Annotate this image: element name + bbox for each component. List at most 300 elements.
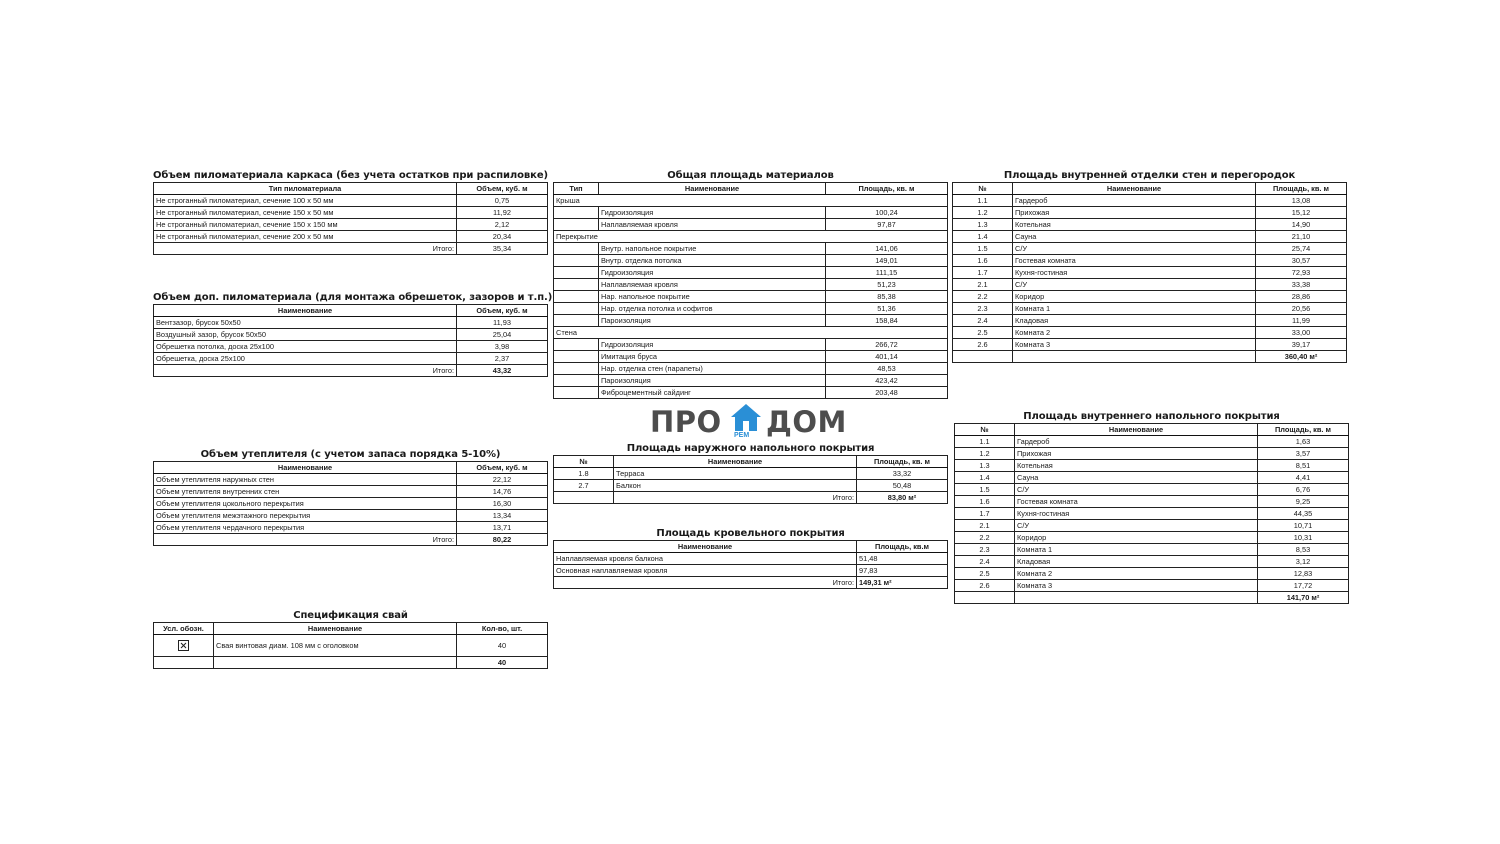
total-row [154,243,548,255]
table-row [154,317,548,329]
group-row [554,195,948,207]
cell-value: 14,76 [457,486,548,498]
cell-number: 2.2 [953,291,1013,303]
cell-symbol [154,635,214,657]
cell-value: 266,72 [826,339,948,351]
cell-name: Комната 2 [1015,568,1258,580]
cell-value: 17,72 [1258,580,1349,592]
column-header: Усл. обозн. [154,623,214,635]
column-header: Объем, куб. м [457,305,548,317]
total-value: 141,70 м² [1258,592,1349,604]
total-label: Итого: [154,365,457,377]
table-row [154,510,548,522]
table-row [953,279,1347,291]
table-row [154,219,548,231]
cell-value: 25,74 [1256,243,1347,255]
total-value: 80,22 [457,534,548,546]
column-header: № [955,424,1015,436]
cell-empty [554,219,599,231]
cell-empty [1015,592,1258,604]
piles-title: Спецификация свай [293,610,408,621]
cell-name: С/У [1013,243,1256,255]
column-header: № [953,183,1013,195]
cell-value: 10,71 [1258,520,1349,532]
total-value: 40 [457,657,548,669]
cell-number: 2.6 [953,339,1013,351]
cell-empty [214,657,457,669]
cell-value: 149,01 [826,255,948,267]
lumber-frame-title: Объем пиломатериала каркаса (без учета остатков при распиловке) [153,170,548,181]
total-value: 360,40 м² [1256,351,1347,363]
cell-value: 2,12 [457,219,548,231]
column-header: Объем, куб. м [457,462,548,474]
cell-value: 72,93 [1256,267,1347,279]
cell-empty [1013,351,1256,363]
table-row [955,508,1349,520]
cell-value: 158,84 [826,315,948,327]
cell-empty [554,279,599,291]
total-value: 35,34 [457,243,548,255]
indoor-floor-section [954,410,1349,604]
cell-value: 15,12 [1256,207,1347,219]
cell-number: 1.2 [953,207,1013,219]
table-row [154,498,548,510]
cell-value: 4,41 [1258,472,1349,484]
column-header: Площадь, кв. м [1258,424,1349,436]
lumber-frame-section [153,169,548,255]
table-row [154,207,548,219]
cell-name: Объем утеплителя наружных стен [154,474,457,486]
table-row [554,387,948,399]
cell-number: 1.3 [955,460,1015,472]
column-header: Наименование [1015,424,1258,436]
cell-empty [554,492,614,504]
cell-value: 13,34 [457,510,548,522]
total-label: Итого: [554,577,857,589]
table-row [554,243,948,255]
cell-number: 2.2 [955,532,1015,544]
cell-name: Кухня-гостиная [1015,508,1258,520]
cell-value: 50,48 [857,480,948,492]
cell-number: 2.6 [955,580,1015,592]
table-row [554,565,948,577]
cell-name: Коридор [1013,291,1256,303]
table-row [953,195,1347,207]
cell-name: Гардероб [1015,436,1258,448]
group-row [554,327,948,339]
cell-name: Гостевая комната [1015,496,1258,508]
cell-name: Внутр. напольное покрытие [599,243,826,255]
table-row [154,195,548,207]
cell-value: 13,08 [1256,195,1347,207]
lumber-frame-table [153,182,548,255]
cell-number: 1.4 [955,472,1015,484]
cell-number: 2.3 [953,303,1013,315]
cell-value: 13,71 [457,522,548,534]
cell-number: 1.5 [953,243,1013,255]
cell-value: 51,48 [857,553,948,565]
table-row [955,496,1349,508]
cell-name: Кладовая [1013,315,1256,327]
total-label: Итого: [154,534,457,546]
cell-empty [554,339,599,351]
outdoor-floor-table [553,455,948,504]
table-row [154,486,548,498]
materials-table [553,182,948,399]
cell-name: Не строганный пиломатериал, сечение 200 х 50 мм [154,231,457,243]
cell-number: 1.7 [953,267,1013,279]
table-row [955,544,1349,556]
cell-number: 1.2 [955,448,1015,460]
cell-empty [554,303,599,315]
table-row [953,207,1347,219]
cell-value: 51,36 [826,303,948,315]
cell-name: Кухня-гостиная [1013,267,1256,279]
column-header: Тип [554,183,599,195]
cell-name: Наплавляемая кровля [599,279,826,291]
column-header: Тип пиломатериала [154,183,457,195]
table-row [554,267,948,279]
cell-value: 33,00 [1256,327,1347,339]
column-header: Объем, куб. м [457,183,548,195]
materials-title: Общая площадь материалов [667,170,834,181]
cell-name: Гидроизоляция [599,339,826,351]
cell-value: 141,06 [826,243,948,255]
total-row [953,351,1347,363]
cell-empty [953,351,1013,363]
cell-name: Воздушный зазор, брусок 50х50 [154,329,457,341]
table-row [154,635,548,657]
cell-empty [554,255,599,267]
cell-number: 1.8 [554,468,614,480]
cell-value: 8,51 [1258,460,1349,472]
cell-name: Прихожая [1015,448,1258,460]
cell-name: Балкон [614,480,857,492]
total-row [554,492,948,504]
cell-value: 51,23 [826,279,948,291]
total-row [154,365,548,377]
cell-name: Нар. напольное покрытие [599,291,826,303]
cell-empty [554,315,599,327]
cell-name: Гостевая комната [1013,255,1256,267]
cell-name: Комната 2 [1013,327,1256,339]
cell-name: С/У [1015,484,1258,496]
column-header: № [554,456,614,468]
cell-value: 25,04 [457,329,548,341]
table-row [554,255,948,267]
table-row [554,219,948,231]
cell-name: Объем утеплителя цокольного перекрытия [154,498,457,510]
cell-name: Котельная [1013,219,1256,231]
cell-number: 2.4 [953,315,1013,327]
cell-empty [554,207,599,219]
total-row [554,577,948,589]
table-row [154,353,548,365]
cell-number: 1.1 [955,436,1015,448]
cell-name: Котельная [1015,460,1258,472]
cell-value: 2,37 [457,353,548,365]
column-header: Наименование [154,305,457,317]
table-header-row [154,462,548,474]
table-row [554,279,948,291]
cell-number: 1.3 [953,219,1013,231]
table-row [953,339,1347,351]
cell-name: Основная наплавляемая кровля [554,565,857,577]
cell-name: Гидроизоляция [599,207,826,219]
table-row [554,315,948,327]
cell-name: Кладовая [1015,556,1258,568]
cell-name: Нар. отделка потолка и софитов [599,303,826,315]
indoor-floor-table [954,423,1349,604]
cell-value: 21,10 [1256,231,1347,243]
total-label: Итого: [614,492,857,504]
table-row [554,468,948,480]
cell-number: 2.3 [955,544,1015,556]
cell-empty [154,657,214,669]
cell-name: Вентзазор, брусок 50х50 [154,317,457,329]
cell-name: Объем утеплителя чердачного перекрытия [154,522,457,534]
piles-section [153,609,548,669]
wall-finish-title: Площадь внутренней отделки стен и перегородок [1003,170,1296,181]
roofing-section [553,527,948,589]
table-row [953,291,1347,303]
cell-value: 33,38 [1256,279,1347,291]
column-header: Наименование [154,462,457,474]
table-header-row [154,305,548,317]
table-header-row [154,183,548,195]
cell-number: 1.6 [955,496,1015,508]
table-row [554,339,948,351]
cell-value: 39,17 [1256,339,1347,351]
group-type: Стена [554,327,948,339]
column-header: Площадь, кв.м [857,541,948,553]
table-header-row [554,456,948,468]
house-icon [730,403,762,433]
cell-name: Комната 3 [1015,580,1258,592]
cell-number: 1.1 [953,195,1013,207]
table-row [955,556,1349,568]
table-row [953,315,1347,327]
cell-value: 30,57 [1256,255,1347,267]
table-row [554,303,948,315]
outdoor-floor-title: Площадь наружного напольного покрытия [626,443,875,454]
cell-empty [554,291,599,303]
cell-name: Пароизоляция [599,315,826,327]
table-row [953,219,1347,231]
cell-value: 28,86 [1256,291,1347,303]
cell-value: 40 [457,635,548,657]
cell-name: Фиброцементный сайдинг [599,387,826,399]
total-row [154,534,548,546]
cell-value: 401,14 [826,351,948,363]
cell-value: 85,38 [826,291,948,303]
table-row [554,375,948,387]
table-row [554,553,948,565]
table-row [953,303,1347,315]
column-header: Наименование [214,623,457,635]
cell-name: Наплавляемая кровля балкона [554,553,857,565]
table-row [554,480,948,492]
cell-name: Гардероб [1013,195,1256,207]
cell-value: 20,34 [457,231,548,243]
total-row [154,657,548,669]
total-label: Итого: [154,243,457,255]
table-row [953,327,1347,339]
lumber-extra-section [153,291,553,377]
cell-number: 2.7 [554,480,614,492]
cell-name: Терраса [614,468,857,480]
table-row [955,580,1349,592]
company-logo [650,403,850,441]
cell-name: Не строганный пиломатериал, сечение 150 х 150 мм [154,219,457,231]
total-value: 83,80 м² [857,492,948,504]
cell-name: Имитация бруса [599,351,826,363]
table-row [154,522,548,534]
cell-number: 2.1 [953,279,1013,291]
table-row [955,484,1349,496]
cell-value: 11,99 [1256,315,1347,327]
table-row [554,351,948,363]
table-row [154,231,548,243]
column-header: Наименование [599,183,826,195]
cell-name: Комната 1 [1013,303,1256,315]
cell-empty [554,351,599,363]
table-header-row [554,183,948,195]
table-row [953,231,1347,243]
outdoor-floor-section [553,442,948,504]
pile-symbol-icon [178,640,189,651]
cell-name: Свая винтовая диам. 108 мм с оголовком [214,635,457,657]
cell-name: Прихожая [1013,207,1256,219]
cell-value: 20,56 [1256,303,1347,315]
cell-value: 10,31 [1258,532,1349,544]
table-row [955,532,1349,544]
cell-name: Комната 1 [1015,544,1258,556]
column-header: Площадь, кв. м [1256,183,1347,195]
cell-number: 1.6 [953,255,1013,267]
lumber-extra-table [153,304,548,377]
cell-empty [554,387,599,399]
logo-text-right: ДОМ [766,405,847,439]
table-header-row [554,541,948,553]
cell-value: 12,83 [1258,568,1349,580]
table-header-row [154,623,548,635]
table-row [953,255,1347,267]
total-value: 43,32 [457,365,548,377]
indoor-floor-title: Площадь внутреннего напольного покрытия [1023,411,1280,422]
total-row [955,592,1349,604]
cell-name: Обрешетка, доска 25х100 [154,353,457,365]
cell-name: Не строганный пиломатериал, сечение 150 х 50 мм [154,207,457,219]
cell-value: 8,53 [1258,544,1349,556]
cell-value: 22,12 [457,474,548,486]
materials-section [553,169,948,399]
table-row [955,520,1349,532]
cell-value: 423,42 [826,375,948,387]
insulation-table [153,461,548,546]
cell-value: 44,35 [1258,508,1349,520]
cell-name: Коридор [1015,532,1258,544]
lumber-extra-title: Объем доп. пиломатериала (для монтажа обрешеток, зазоров и т.п.) [153,292,553,303]
table-row [955,436,1349,448]
cell-number: 2.5 [953,327,1013,339]
table-row [154,474,548,486]
table-row [154,341,548,353]
piles-table [153,622,548,669]
cell-value: 100,24 [826,207,948,219]
cell-number: 2.4 [955,556,1015,568]
cell-name: С/У [1013,279,1256,291]
cell-empty [554,243,599,255]
cell-number: 1.7 [955,508,1015,520]
wall-finish-section [952,169,1347,363]
column-header: Площадь, кв. м [857,456,948,468]
cell-empty [554,375,599,387]
cell-number: 2.1 [955,520,1015,532]
cell-value: 0,75 [457,195,548,207]
group-type: Перекрытие [554,231,948,243]
cell-name: Не строганный пиломатериал, сечение 100 х 50 мм [154,195,457,207]
cell-value: 3,98 [457,341,548,353]
table-row [154,329,548,341]
cell-name: Внутр. отделка потолка [599,255,826,267]
cell-value: 203,48 [826,387,948,399]
table-row [953,243,1347,255]
cell-empty [955,592,1015,604]
cell-value: 111,15 [826,267,948,279]
table-row [955,448,1349,460]
table-row [554,363,948,375]
total-value: 149,31 м² [857,577,948,589]
cell-number: 1.5 [955,484,1015,496]
cell-name: Сауна [1013,231,1256,243]
cell-name: Пароизоляция [599,375,826,387]
cell-name: Наплавляемая кровля [599,219,826,231]
roofing-table [553,540,948,589]
cell-number: 2.5 [955,568,1015,580]
table-row [953,267,1347,279]
column-header: Наименование [614,456,857,468]
cell-name: Объем утеплителя внутренних стен [154,486,457,498]
logo-subtext: РЕМ [734,432,750,439]
table-row [554,291,948,303]
cell-empty [554,267,599,279]
group-type: Крыша [554,195,948,207]
table-header-row [953,183,1347,195]
cell-value: 9,25 [1258,496,1349,508]
table-row [554,207,948,219]
cell-name: Обрешетка потолка, доска 25х100 [154,341,457,353]
roofing-title: Площадь кровельного покрытия [656,528,845,539]
cell-value: 33,32 [857,468,948,480]
cell-value: 11,93 [457,317,548,329]
column-header: Площадь, кв. м [826,183,948,195]
cell-value: 97,87 [826,219,948,231]
logo-text-left: ПРО [650,405,722,439]
column-header: Кол-во, шт. [457,623,548,635]
cell-name: Сауна [1015,472,1258,484]
cell-name: Комната 3 [1013,339,1256,351]
cell-value: 16,30 [457,498,548,510]
cell-name: Гидроизоляция [599,267,826,279]
cell-value: 48,53 [826,363,948,375]
cell-value: 97,83 [857,565,948,577]
group-row [554,231,948,243]
table-row [955,460,1349,472]
cell-number: 1.4 [953,231,1013,243]
cell-value: 1,63 [1258,436,1349,448]
cell-empty [554,363,599,375]
